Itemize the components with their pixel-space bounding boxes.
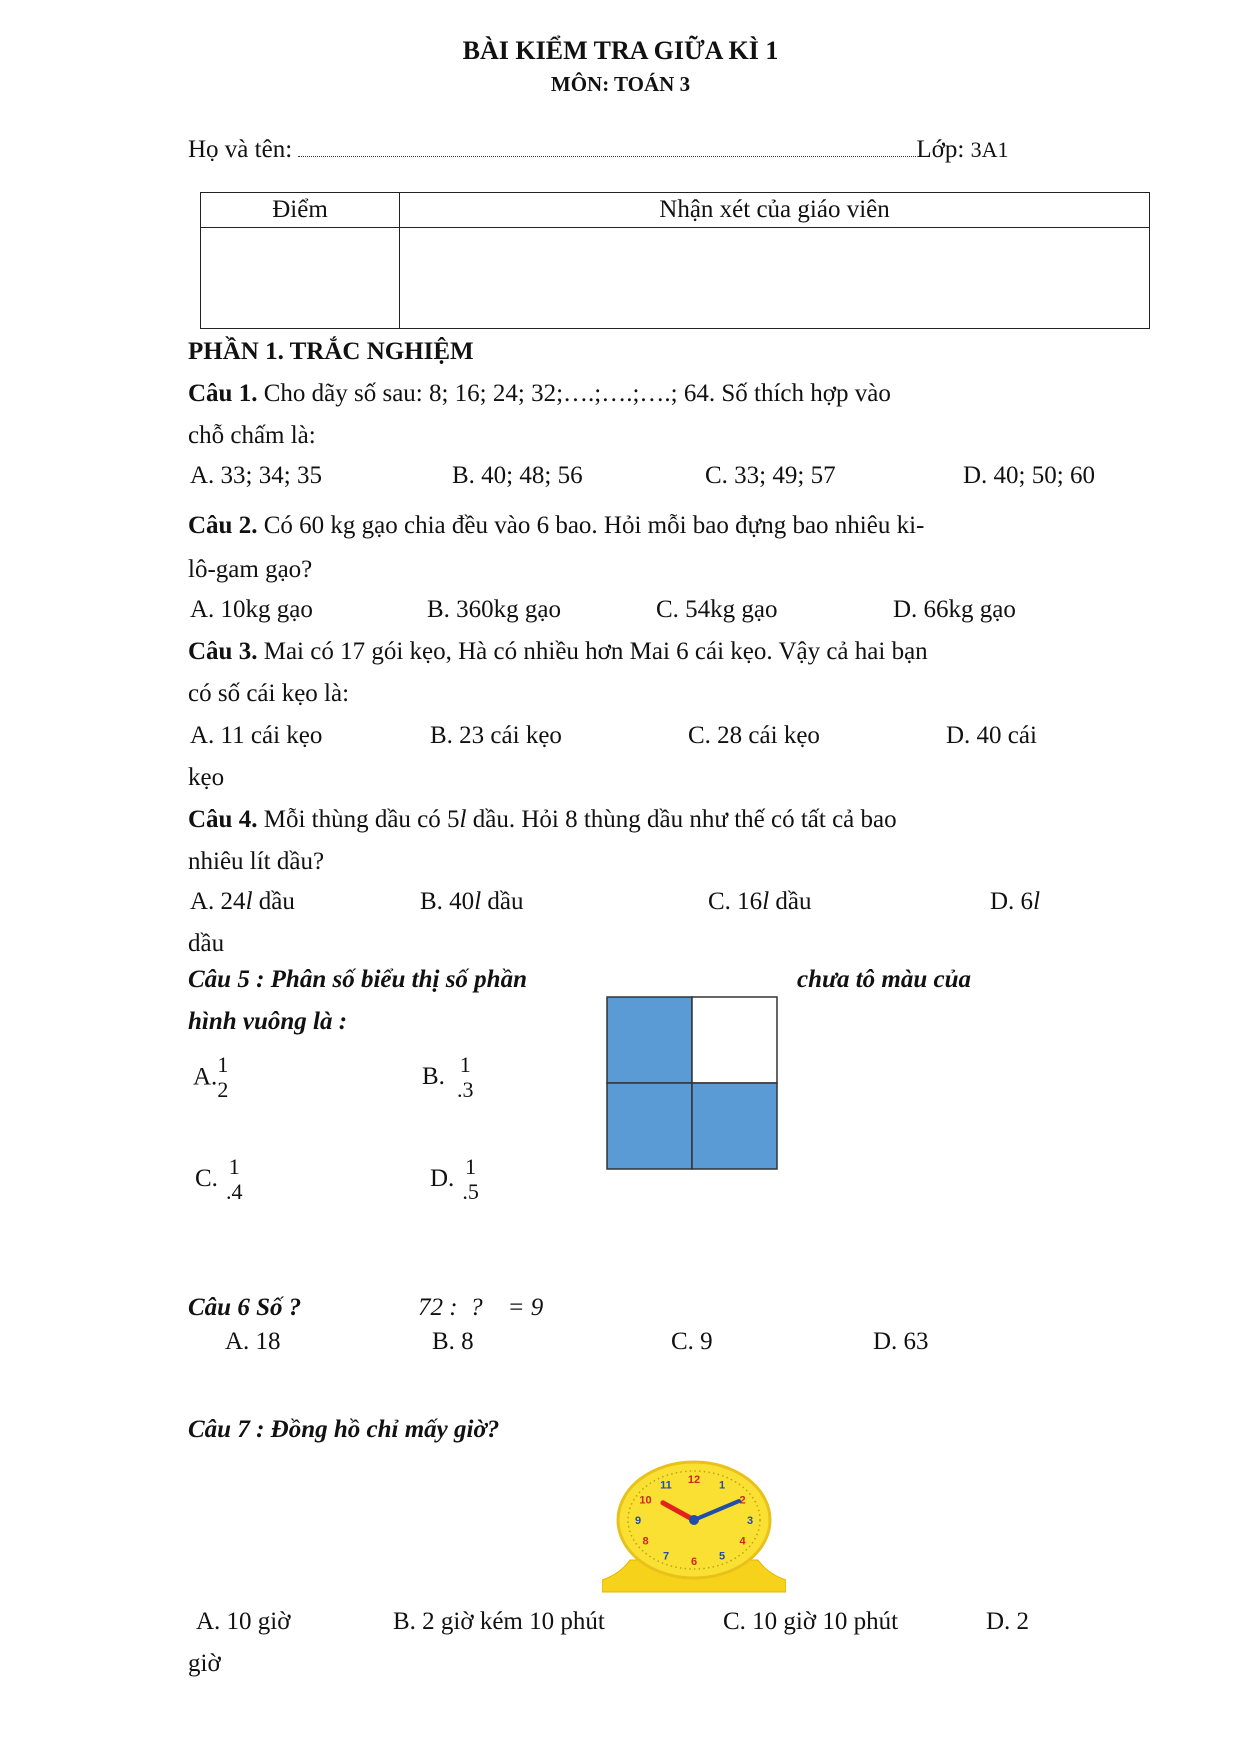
q2-label: Câu 2. xyxy=(188,512,258,539)
clock-number-3: 3 xyxy=(746,1515,754,1527)
score-cell[interactable] xyxy=(201,228,400,329)
q4-d-num: D. 6 xyxy=(990,888,1034,915)
q3-line1 xyxy=(188,638,928,666)
q5-option-b[interactable] xyxy=(422,1052,473,1103)
q5-a-denominator: 2 xyxy=(217,1077,229,1103)
q1-label: Câu 1. xyxy=(188,380,258,407)
clock-number-9: 9 xyxy=(634,1515,642,1527)
square-quarter-top-right xyxy=(692,997,777,1083)
comment-header: Nhận xét của giáo viên xyxy=(400,193,1150,228)
q4-option-b[interactable] xyxy=(420,888,524,916)
q2-text: Có 60 kg gạo chia đều vào 6 bao. Hỏi mỗi bao đựng bao nhiêu ki- xyxy=(257,512,925,539)
q5-option-d[interactable] xyxy=(430,1154,479,1205)
square-quarter-top-left xyxy=(607,997,692,1083)
q6-label: Câu 6 Số ? xyxy=(188,1294,302,1321)
clock-number-6: 6 xyxy=(690,1556,698,1568)
q2-option-b[interactable]: B. 360kg gạo xyxy=(427,596,562,623)
q5-a-numerator: 1 xyxy=(217,1052,229,1077)
q5-text-right: chưa tô màu của xyxy=(797,966,972,993)
q3-option-b[interactable]: B. 23 cái kẹo xyxy=(430,722,562,749)
q5-a-letter: A. xyxy=(193,1063,218,1091)
square-figure xyxy=(606,996,778,1170)
q4-unit: l xyxy=(459,806,467,833)
clock-center xyxy=(689,1515,699,1525)
q1-option-d[interactable]: D. 40; 50; 60 xyxy=(963,462,1095,489)
q4-a-unit: l xyxy=(245,888,253,915)
q1-line2: chỗ chấm là: xyxy=(188,422,316,449)
q1-option-c[interactable]: C. 33; 49; 57 xyxy=(705,462,836,489)
q2-option-d[interactable]: D. 66kg gạo xyxy=(893,596,1016,623)
q4-option-a[interactable] xyxy=(190,888,295,916)
q4-option-d[interactable] xyxy=(990,888,1040,916)
q5-b-denominator: .3 xyxy=(456,1077,474,1103)
q3-line2: có số cái kẹo là: xyxy=(188,680,350,707)
q5-line1 xyxy=(188,966,527,994)
clock-number-5: 5 xyxy=(718,1550,726,1563)
q4-option-c[interactable] xyxy=(708,888,812,916)
q5-d-denominator: .5 xyxy=(462,1179,479,1205)
q4-a-num: A. 24 xyxy=(190,888,246,915)
class-value: 3A1 xyxy=(970,137,1009,162)
comment-cell[interactable] xyxy=(400,228,1150,329)
q1-text: Cho dãy số sau: 8; 16; 24; 32;….;….;….; 64. Số thích hợp vào xyxy=(257,380,891,407)
q7-option-b[interactable]: B. 2 giờ kém 10 phút xyxy=(393,1608,605,1635)
q5-label: Câu 5 : xyxy=(188,966,265,993)
q2-line2: lô-gam gạo? xyxy=(188,556,313,583)
q6-option-a[interactable]: A. 18 xyxy=(225,1328,281,1355)
clock-number-7: 7 xyxy=(662,1550,670,1563)
q5-c-letter: C. xyxy=(195,1165,218,1193)
q7-option-d[interactable]: D. 2 xyxy=(986,1608,1030,1635)
q5-d-numerator: 1 xyxy=(465,1154,477,1179)
q3-option-a[interactable]: A. 11 cái kẹo xyxy=(190,722,323,749)
q2-line1 xyxy=(188,512,924,540)
q3-option-c[interactable]: C. 28 cái kẹo xyxy=(688,722,820,749)
q6-option-d[interactable]: D. 63 xyxy=(873,1328,929,1355)
q6-option-b[interactable]: B. 8 xyxy=(432,1328,474,1355)
exam-subject: MÔN: TOÁN 3 xyxy=(550,72,691,96)
q3-option-d[interactable]: D. 40 cái xyxy=(946,722,1037,749)
clock-number-11: 11 xyxy=(660,1479,672,1492)
q2-option-a[interactable]: A. 10kg gạo xyxy=(190,596,313,623)
q3-text: Mai có 17 gói kẹo, Hà có nhiều hơn Mai 6 cái kẹo. Vậy cả hai bạn xyxy=(257,638,928,665)
q4-c-suffix: dầu xyxy=(769,888,812,915)
q4-text-a: Mỗi thùng dầu có 5 xyxy=(257,806,460,833)
clock-number-2: 2 xyxy=(739,1494,746,1507)
name-field[interactable] xyxy=(298,136,916,157)
clock-number-12: 12 xyxy=(687,1474,701,1486)
q4-label: Câu 4. xyxy=(188,806,258,833)
q5-a-fraction xyxy=(217,1052,228,1103)
q5-d-fraction xyxy=(462,1154,479,1205)
section-title: PHẦN 1. TRẮC NGHIỆM xyxy=(188,338,474,365)
q4-line2: nhiêu lít dầu? xyxy=(188,848,325,875)
square-quarter-bottom-left xyxy=(607,1083,692,1169)
q4-b-num: B. 40 xyxy=(420,888,475,915)
q5-b-numerator: 1 xyxy=(459,1052,471,1077)
q3-option-d-wrap: kẹo xyxy=(188,764,225,791)
q7-label: Câu 7 : Đồng hồ chỉ mấy giờ? xyxy=(188,1416,500,1443)
q7-option-a[interactable]: A. 10 giờ xyxy=(196,1608,291,1635)
q5-option-a[interactable] xyxy=(193,1052,228,1103)
q4-text-b: dầu. Hỏi 8 thùng dầu như thế có tất cả bao xyxy=(466,806,897,833)
clock-number-8: 8 xyxy=(642,1535,649,1548)
q3-label: Câu 3. xyxy=(188,638,258,665)
q6-option-c[interactable]: C. 9 xyxy=(671,1328,713,1355)
name-label: Họ và tên: xyxy=(188,136,293,163)
q7-option-c[interactable]: C. 10 giờ 10 phút xyxy=(723,1608,899,1635)
class-label: Lớp: xyxy=(916,136,965,163)
q4-b-suffix: dầu xyxy=(481,888,524,915)
q5-b-fraction xyxy=(457,1052,474,1103)
q5-line2: hình vuông là : xyxy=(188,1008,348,1035)
clock-number-4: 4 xyxy=(739,1535,746,1548)
q5-b-letter: B. xyxy=(422,1063,445,1091)
q4-option-d-wrap: dầu xyxy=(188,930,225,957)
q4-c-num: C. 16 xyxy=(708,888,763,915)
q5-text-left: Phân số biểu thị số phần xyxy=(264,966,527,993)
exam-title: BÀI KIỂM TRA GIỮA KÌ 1 xyxy=(462,36,779,65)
grade-table xyxy=(200,192,1150,329)
q4-line1 xyxy=(188,806,897,834)
q5-d-letter: D. xyxy=(430,1165,455,1193)
q5-c-numerator: 1 xyxy=(228,1154,240,1179)
q4-d-unit: l xyxy=(1033,888,1041,915)
q4-a-suffix: dầu xyxy=(252,888,295,915)
student-line xyxy=(188,136,1008,164)
q6-expression: 72 : ? = 9 xyxy=(418,1294,544,1321)
q1-option-b[interactable]: B. 40; 48; 56 xyxy=(452,462,583,489)
square-quarter-bottom-right xyxy=(692,1083,777,1169)
q5-option-c[interactable] xyxy=(195,1154,242,1205)
q1-option-a[interactable]: A. 33; 34; 35 xyxy=(190,462,322,489)
q5-c-denominator: .4 xyxy=(225,1179,243,1205)
clock-number-10: 10 xyxy=(639,1494,652,1507)
clock-image xyxy=(602,1458,786,1594)
q1-line1 xyxy=(188,380,891,408)
q4-c-unit: l xyxy=(762,888,770,915)
q2-option-c[interactable]: C. 54kg gạo xyxy=(656,596,778,623)
clock-number-1: 1 xyxy=(718,1479,726,1492)
q7-option-d-wrap: giờ xyxy=(188,1650,221,1677)
q5-c-fraction xyxy=(226,1154,243,1205)
score-header: Điểm xyxy=(201,193,400,228)
q4-b-unit: l xyxy=(474,888,482,915)
